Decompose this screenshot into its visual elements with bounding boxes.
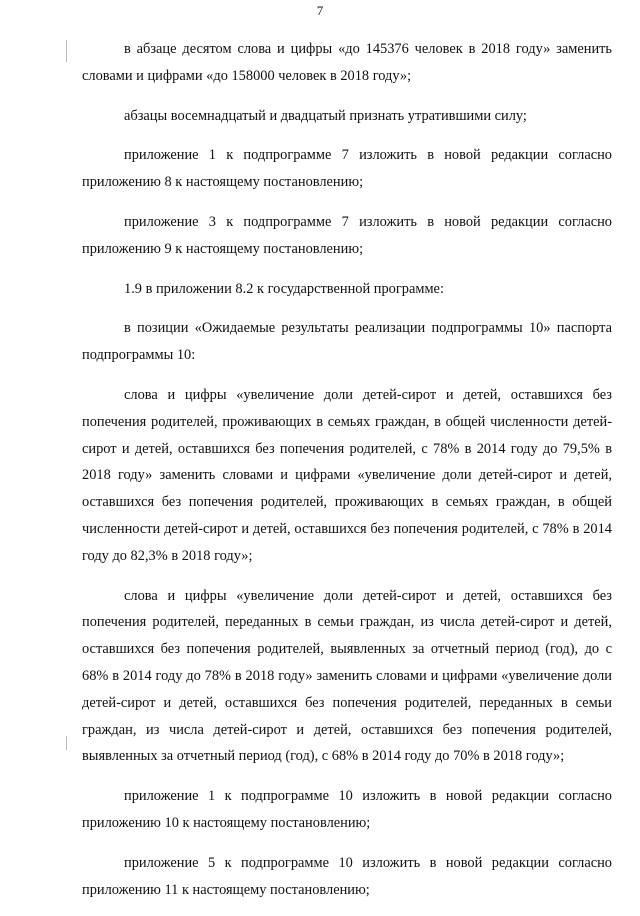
page-number: 7 [316, 3, 324, 18]
paragraph: приложение 1 к подпрограмме 7 изложить в новой редакции согласно приложению 8 к настоящему постановлению; [82, 147, 612, 191]
paragraph: 1.9 в приложении 8.2 к государственной программе: [124, 280, 444, 297]
paragraph: абзацы восемнадцатый и двадцатый признать утратившими силу; [124, 107, 527, 124]
paragraph: приложение 3 к подпрограмме 7 изложить в новой редакции согласно приложению 9 к настоящему постановлению; [82, 213, 612, 257]
document-body [82, 36, 612, 916]
paragraph: в абзаце десятом слова и цифры «до 145376 человек в 2018 году» заменить словами и цифрами «до 158000 человек в 2018 году»; [82, 41, 612, 84]
paragraph: приложение 5 к подпрограмме 10 изложить в новой редакции согласно приложению 11 к настоящему постановлению; [82, 854, 612, 898]
scan-margin-mark [66, 40, 67, 62]
paragraph: в позиции «Ожидаемые результаты реализации подпрограммы 10» паспорта подпрограммы 10: [82, 320, 612, 364]
paragraph: слова и цифры «увеличение доли детей-сирот и детей, оставшихся без попечения родителей, переданных в семьи граждан, из числа детей-сирот и детей, оставшихся без попечения родителей, выявленных за отчетный период (год), до с 68% в 2014 году до 78% в 2018 году» заменить словами и цифрами «увеличение доли детей-сирот и детей, оставшихся без попечения родителей, переданных в семьи граждан, из числа детей-сирот и детей, оставшихся без попечения родителей, выявленных за отчетный период (год), с 68% в 2014 году до 70% в 2018 году»; [82, 587, 612, 765]
paragraph: приложение 1 к подпрограмме 10 изложить в новой редакции согласно приложению 10 к настоящему постановлению; [82, 788, 612, 831]
scan-margin-mark [66, 736, 67, 750]
paragraph: слова и цифры «увеличение доли детей-сирот и детей, оставшихся без попечения родителей, проживающих в семьях граждан, в общей численности детей-сирот и детей, оставшихся без попечения родителей, с 78% в 2014 году до 79,5% в 2018 году» заменить словами и цифрами «увеличение доли детей-сирот и детей, оставшихся без попечения родителей, проживающих в семьях граждан, в общей численности детей-сирот и детей, оставшихся без попечения родителей, с 78% в 2014 году до 82,3% в 2018 году»; [82, 386, 612, 564]
